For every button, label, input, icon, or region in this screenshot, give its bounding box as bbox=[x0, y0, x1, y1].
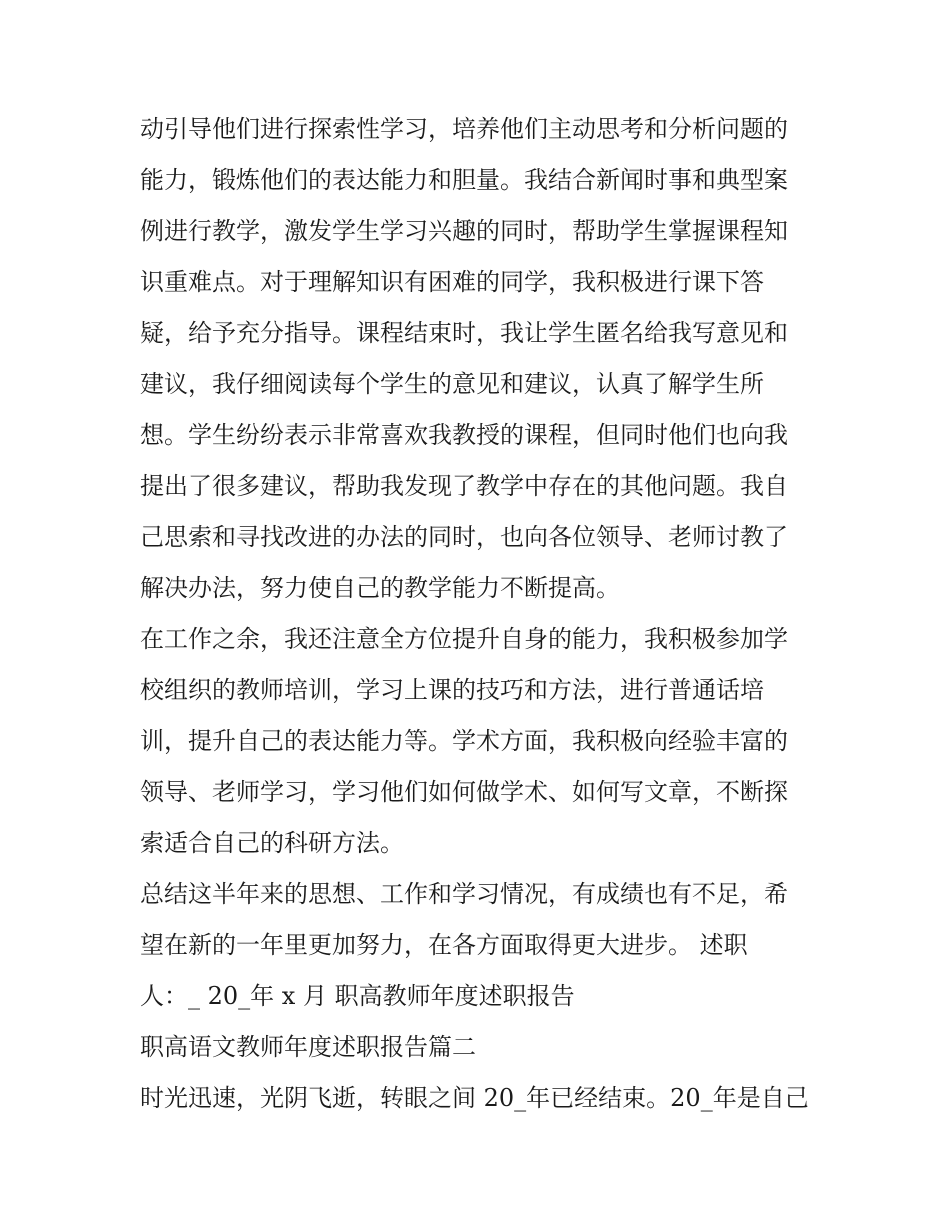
text-line: 索适合自己的科研方法。 bbox=[140, 829, 404, 857]
text-line: 动引导他们进行探索性学习，培养他们主动思考和分析问题的 bbox=[140, 115, 788, 143]
text-line: 望在新的一年里更加努力，在各方面取得更大进步。 述职 bbox=[140, 931, 748, 959]
text-line: 提出了很多建议，帮助我发现了教学中存在的其他问题。我自 bbox=[140, 472, 788, 500]
paragraph-start-line: 在工作之余，我还注意全方位提升自身的能力，我积极参加学 bbox=[140, 625, 788, 653]
paragraph-start-line: 时光迅速，光阴飞逝，转眼之间 20_年已经结束。20_年是自己 bbox=[140, 1084, 809, 1112]
text-line: 校组织的教师培训，学习上课的技巧和方法，进行普通话培 bbox=[140, 676, 764, 704]
section-heading: 职高语文教师年度述职报告篇二 bbox=[140, 1033, 476, 1061]
text-line: 能力，锻炼他们的表达能力和胆量。我结合新闻时事和典型案 bbox=[140, 166, 788, 194]
text-line: 建议，我仔细阅读每个学生的意见和建议，认真了解学生所 bbox=[140, 370, 764, 398]
signature-line: 人：_ 20_年 x 月 职高教师年度述职报告 bbox=[140, 982, 575, 1010]
text-line: 识重难点。对于理解知识有困难的同学，我积极进行课下答 bbox=[140, 268, 764, 296]
text-line: 解决办法，努力使自己的教学能力不断提高。 bbox=[140, 574, 620, 602]
text-line: 想。学生纷纷表示非常喜欢我教授的课程，但同时他们也向我 bbox=[140, 421, 788, 449]
text-line: 疑，给予充分指导。课程结束时，我让学生匿名给我写意见和 bbox=[140, 319, 788, 347]
text-line: 训，提升自己的表达能力等。学术方面，我积极向经验丰富的 bbox=[140, 727, 788, 755]
text-line: 己思索和寻找改进的办法的同时，也向各位领导、老师讨教了 bbox=[140, 523, 788, 551]
text-line: 领导、老师学习，学习他们如何做学术、如何写文章，不断探 bbox=[140, 778, 788, 806]
text-line: 例进行教学，激发学生学习兴趣的同时，帮助学生掌握课程知 bbox=[140, 217, 788, 245]
paragraph-start-line: 总结这半年来的思想、工作和学习情况，有成绩也有不足，希 bbox=[140, 880, 788, 908]
